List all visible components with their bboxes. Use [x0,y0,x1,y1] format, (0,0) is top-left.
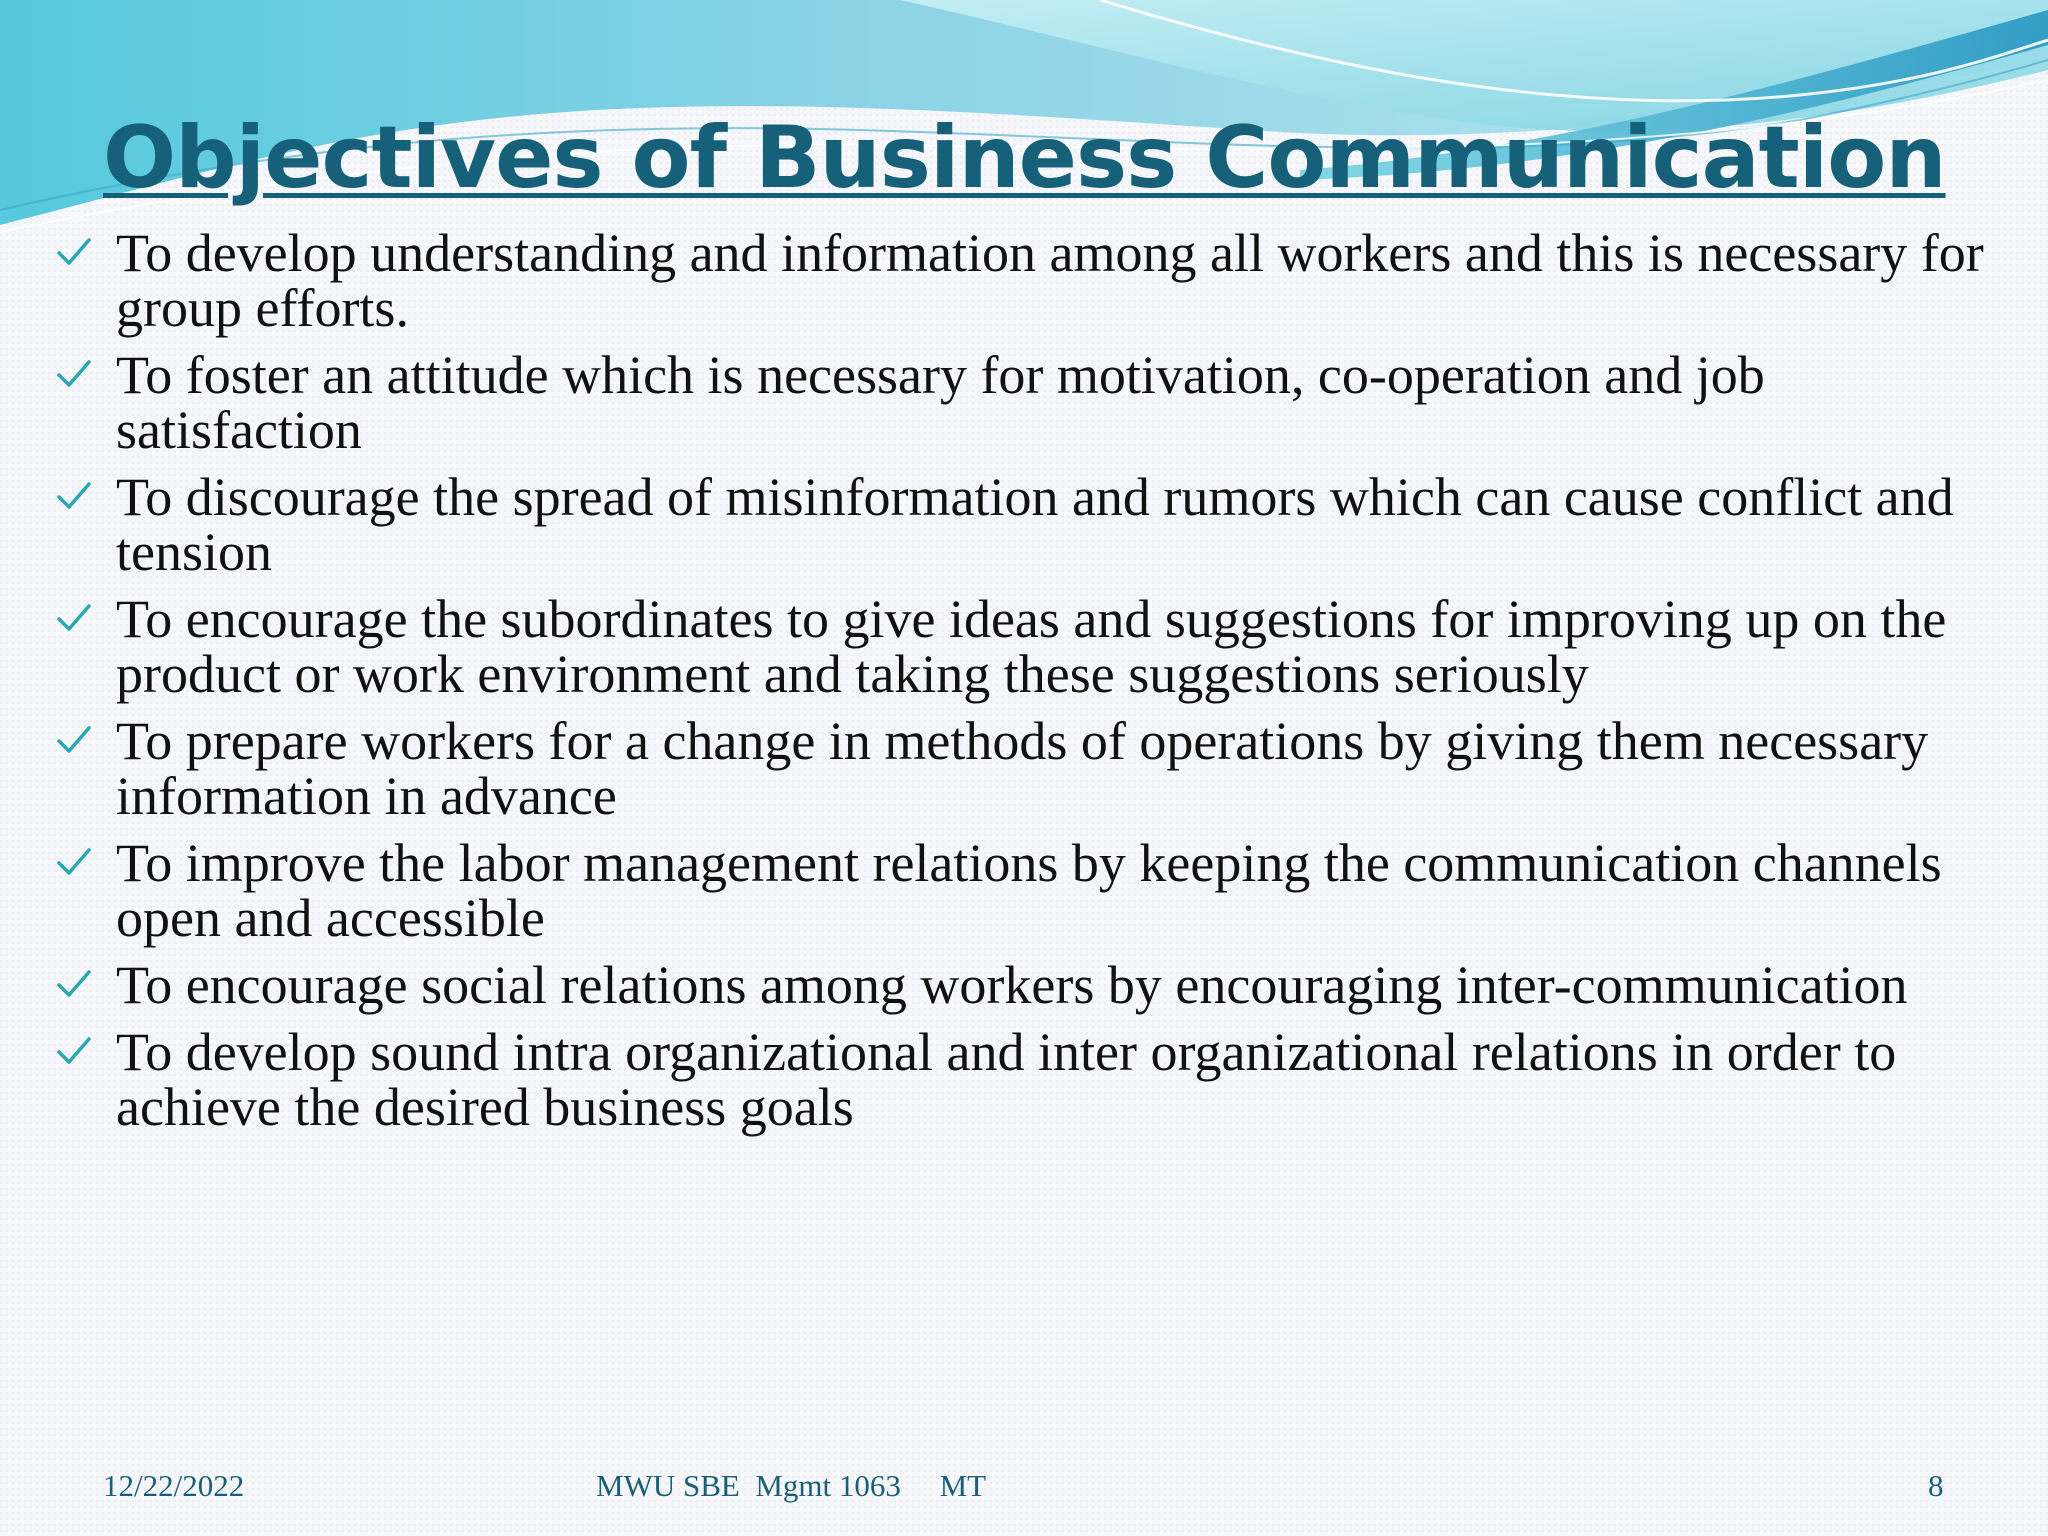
check-icon [56,968,92,1000]
list-item-text: To foster an attitude which is necessary for motivation, co-operation and job satisfaction [116,345,1765,460]
list-item-text: To prepare workers for a change in methods of operations by giving them necessary information in advance [116,711,1929,826]
list-item [50,467,2010,582]
list-item [50,589,2010,704]
list-item-text: To develop understanding and information among all workers and this is necessary for group efforts. [116,223,1984,338]
list-item-text: To improve the labor management relations by keeping the communication channels open and accessible [116,833,1942,948]
list-item [50,345,2010,460]
list-item [50,833,2010,948]
list-item-text: To develop sound intra organizational and inter organizational relations in order to achieve the desired business goals [116,1022,1897,1137]
list-item [50,1022,2010,1137]
slide-title: Objectives of Business Communication [103,108,1946,208]
list-item [50,711,2010,826]
check-icon [56,480,92,512]
check-icon [56,846,92,878]
check-icon [56,236,92,268]
slide-number: 8 [1928,1468,1944,1503]
list-item-text: To discourage the spread of misinformation and rumors which can cause conflict and tension [116,467,1954,582]
check-icon [56,358,92,390]
check-icon [56,602,92,634]
check-icon [56,724,92,756]
footer-date: 12/22/2022 [103,1468,245,1503]
list-item [50,955,2010,1015]
list-item-text: To encourage social relations among workers by encouraging inter-communication [116,955,1908,1015]
list-item [50,223,2010,338]
objectives-list [50,223,2010,1147]
footer-course-info: MWU SBE Mgmt 1063 MT [596,1468,987,1503]
list-item-text: To encourage the subordinates to give ideas and suggestions for improving up on the product or work environment and taking these suggestions seriously [116,589,1947,704]
check-icon [56,1035,92,1067]
